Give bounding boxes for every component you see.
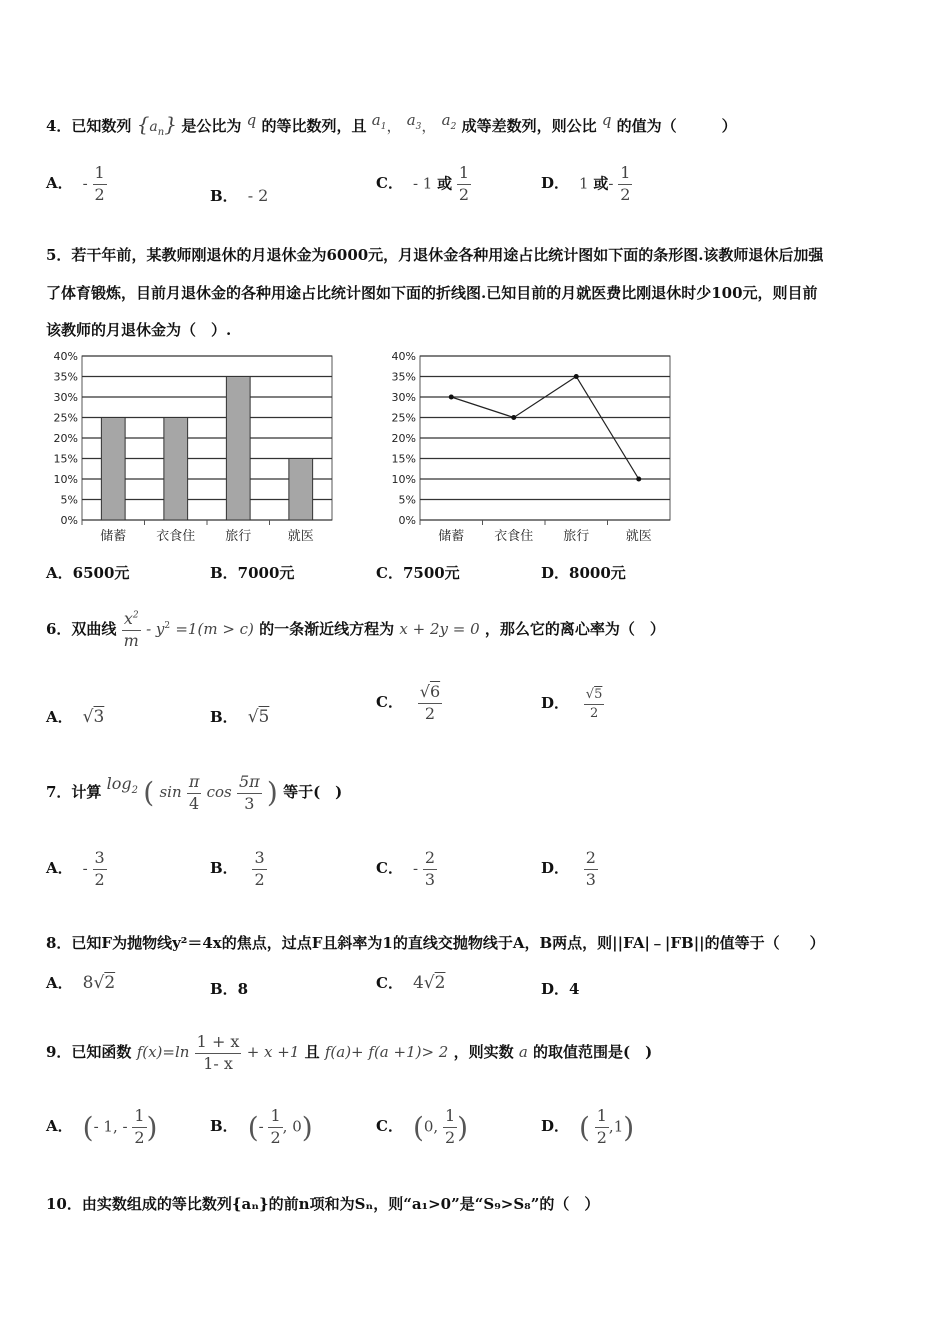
line-chart-point: [449, 395, 454, 400]
bar-chart-ytick-label: 30%: [53, 391, 78, 404]
bar-chart-bar: [164, 418, 188, 521]
q4-a3: $a_3$: [406, 111, 422, 132]
line-chart-ytick-label: 10%: [391, 473, 416, 486]
bar-chart-category-label: 就医: [287, 529, 314, 544]
q9-and: 且: [304, 1043, 320, 1061]
bar-chart-bar: [226, 377, 250, 521]
q8-option-d[interactable]: D．4: [541, 980, 580, 998]
question-7: 7．计算 $\log_2$ ( sin $\frac{\pi}{4}$ cos $\frac{5\pi}{3}$ ) 等于( ): [46, 771, 343, 813]
q4-sequence: $\{a_n\}$: [136, 112, 177, 138]
q9-option-c[interactable]: C． (0, $\frac{1}{2}$ ): [376, 1106, 469, 1147]
q4-text-2: 的等比数列，且: [261, 117, 367, 135]
q6-rest: =1(m > c): [175, 620, 254, 638]
q8-option-b[interactable]: B．8: [210, 980, 249, 998]
line-chart-ytick-label: 30%: [391, 391, 416, 404]
q6-text-2: ，那么它的离心率为（ ）: [484, 620, 665, 638]
q9-condition: f(a)+ f(a +1)> 2: [324, 1043, 449, 1061]
line-chart: [378, 348, 678, 548]
q7-cos: cos: [206, 783, 232, 801]
q6-mid: - y: [146, 620, 165, 638]
q9-suffix: ，则实数: [453, 1043, 514, 1061]
line-chart-point: [574, 374, 579, 379]
bar-chart-ytick-label: 5%: [60, 493, 78, 507]
q7-option-b[interactable]: B． $\frac{3}{2}$: [210, 848, 265, 889]
bar-chart-ytick-label: 15%: [53, 452, 78, 466]
bar-chart-ytick-label: 10%: [53, 473, 78, 486]
bar-chart-ytick-label: 20%: [53, 432, 78, 445]
q5-option-a[interactable]: A．6500元: [46, 564, 130, 582]
q4-text-1: 是公比为: [181, 117, 242, 135]
q5-line-1: 5．若干年前，某教师刚退休的月退休金为6000元，月退休金各种用途占比统计图如下面的条形图.该教师退休后加强: [46, 246, 824, 264]
q7-prefix: 7．计算: [46, 783, 102, 801]
line-chart-category-label: 衣食住: [494, 529, 534, 544]
q4-option-c[interactable]: C． - 1 或 $\frac{1}{2}$: [376, 163, 470, 204]
bar-chart-category-label: 衣食住: [156, 529, 196, 544]
bar-chart-ytick-label: 0%: [60, 514, 78, 527]
bar-chart-ytick-label: 40%: [53, 350, 78, 363]
q9-option-a[interactable]: A． (- 1, - $\frac{1}{2}$ ): [46, 1106, 158, 1147]
q4-a1: $a_1$: [371, 111, 387, 132]
q4-a2: $a_2$: [441, 111, 457, 132]
q5-option-c[interactable]: C．7500元: [376, 564, 460, 582]
q6-fraction: $\frac{x^2}{m}$: [123, 608, 139, 650]
q5-option-b[interactable]: B．7000元: [210, 564, 295, 582]
q9-tail: + x +1: [246, 1043, 300, 1061]
line-chart-category-label: 旅行: [563, 529, 590, 544]
q6-option-d[interactable]: D． $\frac{√5}{2}$: [541, 687, 603, 721]
line-chart-ytick-label: 0%: [398, 514, 416, 527]
q5-line-3: 该教师的月退休金为（ ）.: [46, 321, 232, 339]
line-chart-ytick-label: 5%: [398, 493, 416, 507]
q7-sin: sin: [159, 783, 182, 801]
q8-option-c[interactable]: C． 4√2: [376, 973, 446, 993]
line-chart-ytick-label: 20%: [391, 432, 416, 445]
line-chart-category-label: 储蓄: [438, 529, 465, 544]
q9-option-b[interactable]: B． (- $\frac{1}{2}$ , 0): [210, 1106, 313, 1147]
line-chart-ytick-label: 15%: [391, 452, 416, 466]
q6-option-c[interactable]: C． $\frac{√6}{2}$: [376, 682, 441, 723]
q4-option-d[interactable]: D． 1 或- $\frac{1}{2}$: [541, 163, 631, 204]
q6-option-a[interactable]: A． √3: [46, 707, 105, 727]
q7-frac-1: $\frac{\pi}{4}$: [188, 771, 200, 813]
q7-option-a[interactable]: A． - $\frac{3}{2}$: [46, 848, 105, 889]
q6-equation: x + 2y = 0: [399, 620, 480, 638]
q6-option-b[interactable]: B． √5: [210, 707, 270, 727]
line-chart-ytick-label: 40%: [391, 350, 416, 363]
q4-prefix: 4．已知数列: [46, 117, 132, 135]
bar-chart-ytick-label: 35%: [53, 370, 78, 384]
line-chart-category-label: 就医: [625, 529, 652, 544]
q4-q-2: q: [601, 111, 612, 129]
line-chart-ytick-label: 25%: [391, 411, 416, 425]
q8-option-a[interactable]: A． 8√2: [46, 973, 116, 993]
q7-option-d[interactable]: D． $\frac{2}{3}$: [541, 848, 596, 889]
q9-fx: f(x)=ln: [136, 1043, 190, 1061]
q4-option-a[interactable]: A． - $\frac{1}{2}$: [46, 163, 105, 204]
question-4: 4．已知数列 $\{a_n\}$ 是公比为 q 的等比数列，且 $a_1$， $a_3$， $a_2$ 成等差数列，则公比 q 的值为（ ）: [46, 111, 737, 138]
bar-chart-category-label: 旅行: [225, 529, 252, 544]
line-chart-point: [511, 415, 516, 420]
q5-line-2: 了体育锻炼，目前月退休金的各种用途占比统计图如下面的折线图.已知目前的月就医费比刚退休时少100元，则目前: [46, 284, 818, 302]
q9-suffix-2: 的取值范围是( ): [533, 1043, 653, 1061]
q7-option-c[interactable]: C． - $\frac{2}{3}$: [376, 848, 435, 889]
q8-text: 8．已知F为抛物线y²＝4x的焦点，过点F且斜率为1的直线交抛物线于A，B两点，则||FA|﹣|FB||的值等于（ ）: [46, 934, 825, 952]
q4-q: q: [246, 111, 257, 129]
q9-a: a: [518, 1043, 528, 1061]
q9-fraction: $\frac{1 + x}{1- x}$: [196, 1031, 240, 1073]
q6-text-1: 的一条渐近线方程为: [259, 620, 395, 638]
q10-text: 10．由实数组成的等比数列{aₙ}的前n项和为Sₙ，则“a₁>0”是“S₉>S₈”的（ ）: [46, 1195, 600, 1213]
q7-frac-2: $\frac{5\pi}{3}$: [238, 771, 260, 813]
q4-text-3: 成等差数列，则公比: [461, 117, 597, 135]
q9-prefix: 9．已知函数: [46, 1043, 132, 1061]
q5-option-d[interactable]: D．8000元: [541, 564, 626, 582]
bar-chart-bar: [101, 418, 125, 521]
bar-chart-ytick-label: 25%: [53, 411, 78, 425]
q4-text-4: 的值为（ ）: [616, 117, 737, 135]
question-6: 6．双曲线 $\frac{x^2}{m}$ - $y^2 =1(m > c)$ 的一条渐近线方程为 x + 2y = 0 ，那么它的离心率为（ ）: [46, 608, 665, 650]
q7-log: $\log_2$: [106, 774, 139, 797]
bar-chart: [40, 348, 340, 548]
q9-option-d[interactable]: D． ( $\frac{1}{2}$ ,1): [541, 1106, 635, 1147]
line-chart-point: [636, 477, 641, 482]
line-chart-ytick-label: 35%: [391, 370, 416, 384]
bar-chart-category-label: 储蓄: [100, 529, 127, 544]
q4-option-b[interactable]: B． - 2: [210, 186, 269, 205]
bar-chart-bar: [289, 459, 313, 521]
q6-prefix: 6．双曲线: [46, 620, 117, 638]
q7-suffix: 等于( ): [283, 783, 343, 801]
question-9: [46, 1024, 652, 1080]
